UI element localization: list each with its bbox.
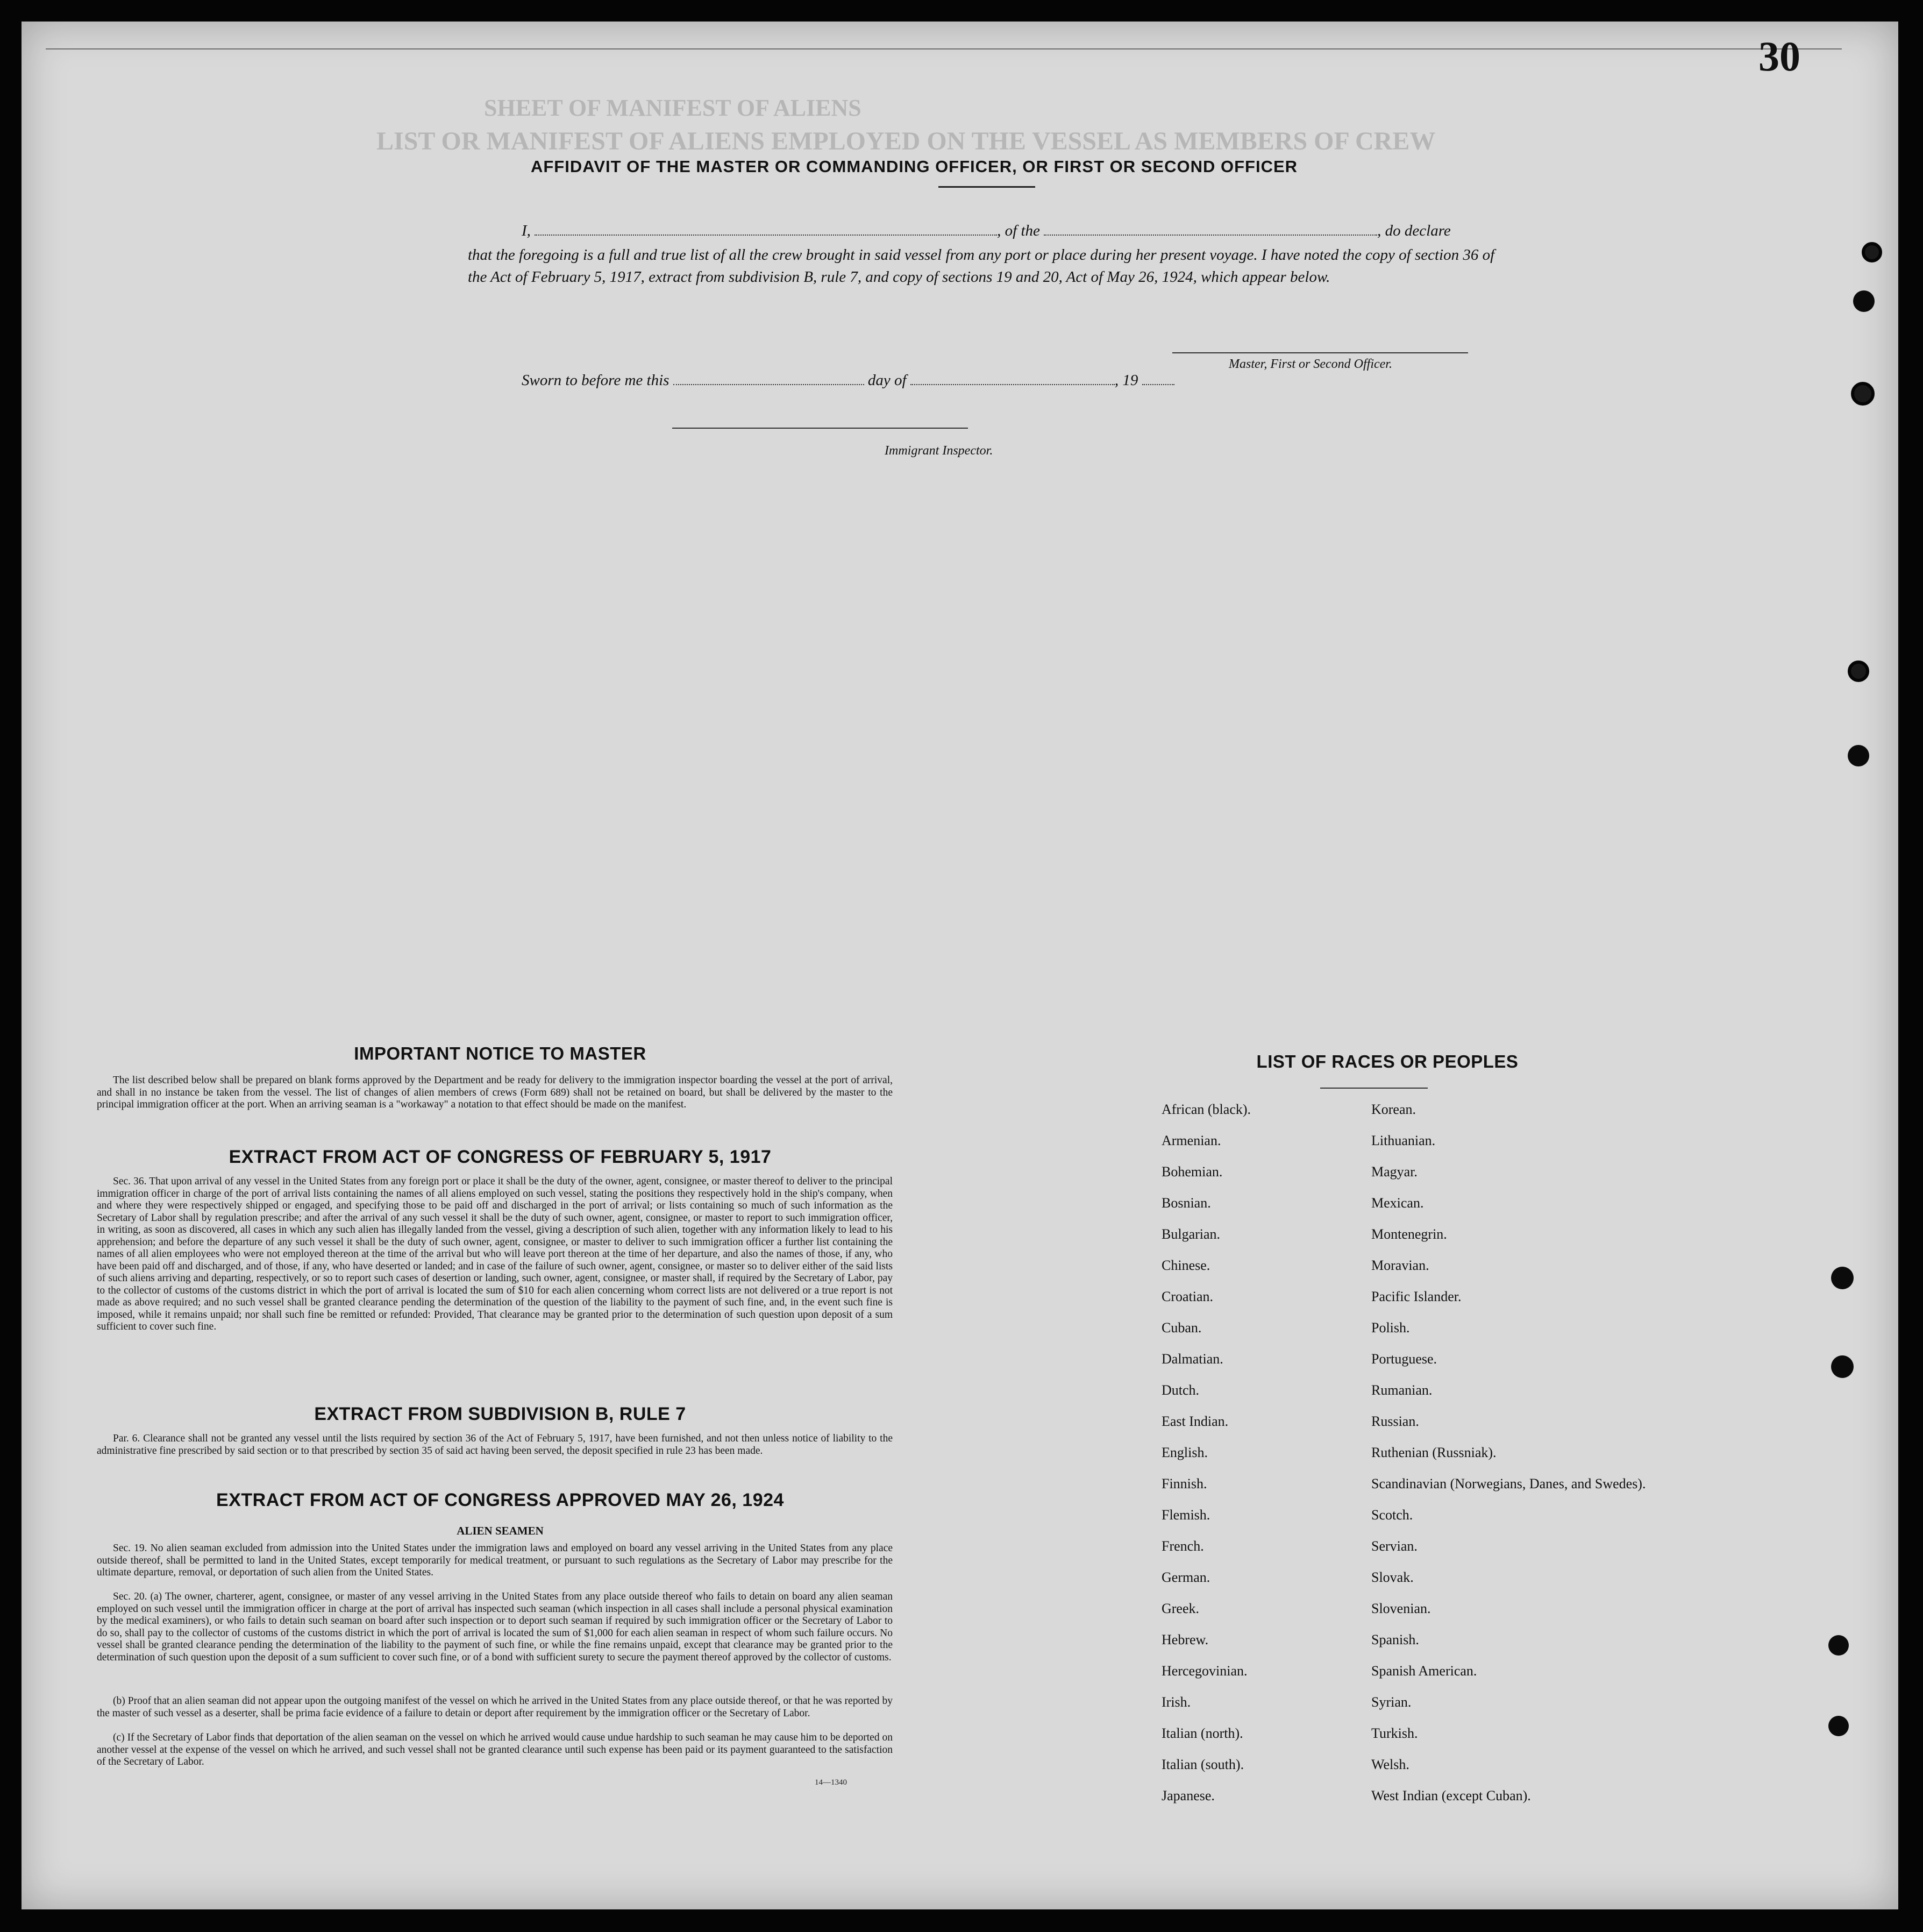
rule-7-paragraph xyxy=(97,1433,893,1457)
race-item: Korean. xyxy=(1371,1102,1416,1117)
race-item: Rumanian. xyxy=(1371,1382,1433,1398)
race-item: Croatian. xyxy=(1162,1289,1214,1304)
race-item: Montenegrin. xyxy=(1371,1226,1447,1242)
race-item: Slovak. xyxy=(1371,1569,1414,1585)
rule-7-title: EXTRACT FROM SUBDIVISION B, RULE 7 xyxy=(314,1404,686,1424)
page-number: 30 xyxy=(1758,33,1800,80)
sec-20a-label: Sec. 20. (a) xyxy=(113,1591,162,1602)
top-border-line xyxy=(46,48,1842,49)
alien-seamen-subtitle: ALIEN SEAMEN xyxy=(457,1524,544,1537)
race-item: Armenian. xyxy=(1162,1133,1221,1148)
race-item: Dutch. xyxy=(1162,1382,1200,1398)
affidavit-body: that the foregoing is a full and true list of all the crew brought in said vessel from any port or place during her present voyage. I have noted the copy of section 36 of the Act of February 5, 1917, extract from subdivision B, rule 7, and copy of sections 19 and 20, Act of May 26, 1924, which appear below. xyxy=(468,246,1495,286)
form-number: 14—1340 xyxy=(815,1778,847,1787)
race-item: Chinese. xyxy=(1162,1258,1210,1273)
race-item: Magyar. xyxy=(1371,1164,1418,1180)
declaration-line xyxy=(522,222,1451,240)
act-1924-title: EXTRACT FROM ACT OF CONGRESS APPROVED MAY 26, 1924 xyxy=(216,1490,784,1510)
binder-hole xyxy=(1848,745,1869,766)
rule-7-text: Clearance shall not be granted any vessel until the lists required by section 36 of the Act of February 5, 1917, have been furnished, and not then unless notice of liability to the administrative fine prescribed by said section or to that prescribed by section 35 of said act having been served, the deposit specified in rule 23 has been made. xyxy=(97,1433,893,1457)
race-item: Dalmatian. xyxy=(1162,1351,1223,1367)
sec-20c-paragraph xyxy=(97,1732,893,1768)
binder-hole xyxy=(1831,1355,1854,1378)
sec-20a-text: The owner, charterer, agent, consignee, or master of any vessel arriving in the United States from any place outside thereof who fails to detain on board any alien seaman employed on such vessel until the immigration officer in charge at the port of arrival has inspected such seaman (which inspection in all cases shall include a personal physical examination by the medical examiners), or who fails to detain such seaman on board after such inspection or to deport such seaman if required by such immigration officer or the Secretary of Labor to do so, shall pay to the collector of customs of the customs district in which the port of arrival is located the sum of $1,000 for each alien seaman in respect of whom such failure occurs. No vessel shall be granted clearance pending the determination of the liability to the payment of such fine, or while the fine remains unpaid, except that clearance may be granted prior to the determination of such question upon the deposit of a sum sufficient to cover such fine, or of a bond with sufficient surety to secure the payment thereof approved by the collector of customs. xyxy=(97,1591,893,1663)
race-item: African (black). xyxy=(1162,1102,1251,1117)
races-left-column xyxy=(1162,1102,1251,1819)
sworn-year-field[interactable] xyxy=(1142,371,1174,385)
affidavit-title: AFFIDAVIT OF THE MASTER OR COMMANDING OFFICER, OR FIRST OR SECOND OFFICER xyxy=(530,157,1298,176)
binder-hole xyxy=(1828,1716,1849,1736)
race-item: French. xyxy=(1162,1538,1204,1554)
race-item: Scandinavian (Norwegians, Danes, and Swedes). xyxy=(1371,1476,1646,1491)
race-item: Welsh. xyxy=(1371,1757,1409,1772)
race-item: German. xyxy=(1162,1569,1210,1585)
races-right-column xyxy=(1371,1102,1646,1819)
race-item: Hebrew. xyxy=(1162,1632,1209,1647)
races-title-rule xyxy=(1320,1088,1428,1089)
races-title: LIST OF RACES OR PEOPLES xyxy=(1256,1052,1519,1071)
race-item: Bulgarian. xyxy=(1162,1226,1221,1242)
binder-hole xyxy=(1828,1635,1849,1656)
binder-hole xyxy=(1848,660,1869,682)
race-item: Polish. xyxy=(1371,1320,1410,1336)
race-item: Pacific Islander. xyxy=(1371,1289,1462,1304)
i-label: I, xyxy=(522,222,531,239)
race-item: Spanish American. xyxy=(1371,1663,1477,1679)
race-item: Moravian. xyxy=(1371,1258,1429,1273)
race-item: Bosnian. xyxy=(1162,1195,1211,1211)
race-item: Finnish. xyxy=(1162,1476,1207,1491)
day-of-label: day of xyxy=(867,372,907,389)
title-rule xyxy=(938,186,1035,188)
rule-7-section-label: Par. 6. xyxy=(113,1433,140,1444)
master-signature-line[interactable] xyxy=(1172,352,1468,353)
notice-title: IMPORTANT NOTICE TO MASTER xyxy=(354,1043,646,1063)
sec-20a-paragraph xyxy=(97,1591,893,1664)
race-item: Turkish. xyxy=(1371,1725,1418,1741)
race-item: West Indian (except Cuban). xyxy=(1371,1788,1531,1803)
sworn-month-field[interactable] xyxy=(910,371,1115,385)
race-item: Scotch. xyxy=(1371,1507,1413,1523)
act-1917-text: That upon arrival of any vessel in the United States from any foreign port or place it shall be the duty of the owner, agent, consignee, or master thereof to deliver to the principal immigration officer in charge of the port of arrival lists containing the names of all aliens employed on such vessel, stating the positions they respectively hold in the ship's company, when and where they were respectively shipped or engaged, and specifying those to be paid off and discharged in the port of arrival; or lists containing so much of such information as the Secretary of Labor shall by regulation prescribe; and after the arrival of any such vessel it shall be the duty of such owner, agent, consignee, or master to report to such immigration officer, in writing, as soon as discovered, all cases in which any such alien has illegally landed from the vessel, giving a description of such alien, together with any information likely to lead to his apprehension; and before the departure of any such vessel it shall be the duty of such owner, agent, consignee, or master to deliver to such immigration officer a further list containing the names of all alien employees who were not employed thereon at the time of the arrival but who will leave port thereon at the time of her departure, and also the names of those, if any, who have been paid off and discharged, and of those, if any, who have deserted or landed; and in case of the failure of such owner, agent, consignee, or master so to deliver either of the said lists of such aliens arriving and departing, respectively, or so to report such cases of desertion or landing, such owner, agent, consignee, or master shall, if required by the Secretary of Labor, pay to the collector of customs of the customs district in which the port of arrival is located the sum of $10 for each alien concerning whom correct lists are not delivered or a true report is not made as above required; and no such vessel shall be granted clearance pending the determination of the question of the liability to the payment of such fine, and, in the event such fine is imposed, while it remains unpaid; nor shall such fine be remitted or refunded: Provided, That clearance may be granted prior to the determination of such question upon deposit of a sum sufficient to cover such fine. xyxy=(97,1176,893,1332)
sec-19-text: No alien seaman excluded from admission into the United States under the immigration laws and employed on board any vessel arriving in the United States from any place outside thereof, shall be permitted to land in the United States, except temporarily for medical treatment, or pursuant to such regulations as the Secretary of Labor may prescribe for the ultimate departure, removal, or deportation of such alien from the United States. xyxy=(97,1543,893,1578)
act-1917-title: EXTRACT FROM ACT OF CONGRESS OF FEBRUARY 5, 1917 xyxy=(229,1147,772,1167)
vessel-field[interactable] xyxy=(1044,222,1377,236)
notice-text: The list described below shall be prepared on blank forms approved by the Department and be ready for delivery to the immigration inspector boarding the vessel at the port of arrival, and shall in no instance be taken from the vessel. The list of changes of alien members of crews (Form 689) shall not be retained on board, but shall be delivered by the master to the principal immigration officer at the port. When an arriving seaman is a "workaway" a notation to that effect should be made on the manifest. xyxy=(97,1075,893,1110)
binder-hole xyxy=(1862,242,1882,262)
name-field[interactable] xyxy=(535,222,997,236)
race-item: Italian (south). xyxy=(1162,1757,1244,1772)
sec-19-label: Sec. 19. xyxy=(113,1543,147,1554)
sworn-label: Sworn to before me this xyxy=(522,372,670,389)
ghost-header-line-1: SHEET OF MANIFEST OF ALIENS xyxy=(484,95,861,121)
race-item: Lithuanian. xyxy=(1371,1133,1436,1148)
binder-hole xyxy=(1853,290,1875,312)
race-item: Slovenian. xyxy=(1371,1601,1431,1616)
inspector-caption: Immigrant Inspector. xyxy=(885,444,993,458)
act-1917-section-label: Sec. 36. xyxy=(113,1176,147,1187)
sec-20b-text: Proof that an alien seaman did not appear upon the outgoing manifest of the vessel on which he arrived in the United States from any place outside thereof, or that he was reported by the master of such vessel as a deserter, shall be prima facie evidence of a failure to detain or deport after requirement by the immigration officer or the Secretary of Labor. xyxy=(97,1695,893,1719)
race-item: Servian. xyxy=(1371,1538,1418,1554)
race-item: Russian. xyxy=(1371,1414,1419,1429)
race-item: Cuban. xyxy=(1162,1320,1202,1336)
race-item: Bohemian. xyxy=(1162,1164,1223,1180)
race-item: Italian (north). xyxy=(1162,1725,1243,1741)
race-item: Flemish. xyxy=(1162,1507,1210,1523)
master-caption: Master, First or Second Officer. xyxy=(1229,357,1392,371)
race-item: Spanish. xyxy=(1371,1632,1419,1647)
race-item: Irish. xyxy=(1162,1694,1191,1710)
binder-hole xyxy=(1831,1267,1854,1289)
race-item: Syrian. xyxy=(1371,1694,1412,1710)
sec-20c-label: (c) xyxy=(113,1732,125,1743)
race-item: Japanese. xyxy=(1162,1788,1215,1803)
of-the-label: , of the xyxy=(997,222,1040,239)
sworn-day-field[interactable] xyxy=(673,371,864,385)
race-item: Hercegovinian. xyxy=(1162,1663,1248,1679)
inspector-signature-line[interactable] xyxy=(672,428,968,429)
race-item: English. xyxy=(1162,1445,1208,1460)
ghost-header-line-2: LIST OR MANIFEST OF ALIENS EMPLOYED ON THE VESSEL AS MEMBERS OF CREW xyxy=(376,127,1436,155)
sec-19-paragraph xyxy=(97,1543,893,1579)
race-item: Ruthenian (Russniak). xyxy=(1371,1445,1497,1460)
year-label: , 19 xyxy=(1114,372,1138,389)
sec-20b-label: (b) xyxy=(113,1695,125,1707)
race-item: Portuguese. xyxy=(1371,1351,1437,1367)
sworn-line xyxy=(522,371,1174,389)
declare-label: , do declare xyxy=(1377,222,1451,239)
race-item: Greek. xyxy=(1162,1601,1200,1616)
sec-20b-paragraph xyxy=(97,1695,893,1720)
race-item: East Indian. xyxy=(1162,1414,1229,1429)
binder-hole xyxy=(1851,382,1875,406)
race-item: Mexican. xyxy=(1371,1195,1424,1211)
sec-20c-text: If the Secretary of Labor finds that deportation of the alien seaman on the vessel on which he arrived would cause undue hardship to such seaman he may cause him to be deported on another vessel at the expense of the vessel on which he arrived, and such vessel shall not be granted clearance until such expense has been paid or its payment guaranteed to the satisfaction of the Secretary of Labor. xyxy=(97,1732,893,1767)
act-1917-paragraph xyxy=(97,1176,893,1333)
